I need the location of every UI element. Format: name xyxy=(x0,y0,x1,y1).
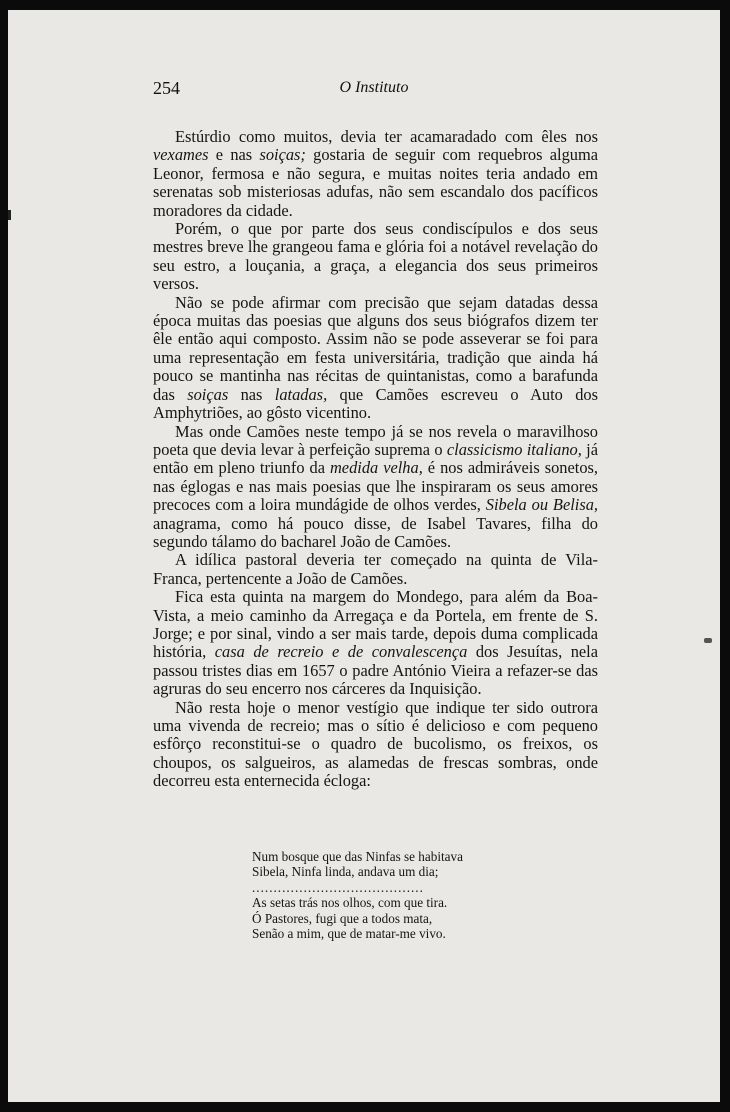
text-run: e nas xyxy=(208,145,260,165)
paragraph xyxy=(153,294,598,423)
text-run: Fica esta quinta na margem do Mondego, para além da Boa-Vista, a meio caminho da Arregaça e da Portela, em frente de S. Jorge; e por sinal, vindo a ser mais tarde, depois duma complicada história, xyxy=(153,587,598,662)
italic-run: Sibela ou Belisa, xyxy=(485,495,598,515)
paragraph xyxy=(153,551,598,588)
paragraph xyxy=(153,588,598,698)
italic-run: latadas, xyxy=(274,384,328,404)
scan-mark xyxy=(704,638,712,643)
text-run: Estúrdio como muitos, devia ter acamaradado com êles nos xyxy=(175,127,598,146)
scan-mark xyxy=(8,210,11,220)
book-page xyxy=(8,10,720,1102)
text-run: gostaria de seguir com requebros alguma Leonor, fermosa e não segura, e muitas noites teria andado em serenatas sob misteriosas adufas, não sem escandalo dos pacíficos moradores da cidade. xyxy=(153,145,598,220)
page-header xyxy=(153,78,595,102)
text-run: já então em pleno triunfo da xyxy=(153,439,598,478)
text-run: nas xyxy=(228,384,275,404)
paragraph xyxy=(153,423,598,552)
italic-run: vexames xyxy=(153,145,209,165)
verse-line: Sibela, Ninfa linda, andava um dia; xyxy=(252,864,439,880)
text-run: Porém, o que por parte dos seus condiscípulos e dos seus mestres breve lhe grangeou fama e glória foi a notável revelação do seu estro, a louçania, a graça, a elegancia dos seus primeiros versos. xyxy=(153,219,598,294)
page-number: 254 xyxy=(153,78,180,98)
text-run: é nos admiráveis sonetos, nas églogas e nas mais poesias que lhe inspiraram os seus amores precoces com a loira mundágide de olhos verdes, xyxy=(153,458,598,515)
verse-quotation xyxy=(252,849,532,941)
verse-ellipsis: ........................................ xyxy=(252,879,424,895)
italic-run: soiças xyxy=(187,384,229,404)
paragraph xyxy=(153,128,598,220)
text-run: dos Jesuítas, nela passou tristes dias em 1657 o padre António Vieira a refazer-se das agruras do seu encerro nos cárceres da Inquisição. xyxy=(153,642,598,699)
text-run: Não se pode afirmar com precisão que sejam datadas dessa época muitas das poesias que alguns dos seus biógrafos dizem ter êle então aqui composto. Assim não se pode asseverar se foi para uma representação em festa universitária, tradição que ainda há pouco se mantinha nas récitas de quintanistas, como a barafunda das xyxy=(153,292,598,404)
italic-run: soiças; xyxy=(259,145,306,165)
paragraph xyxy=(153,220,598,294)
italic-run: medida velha, xyxy=(329,458,423,478)
paragraph xyxy=(153,699,598,791)
running-title: O Instituto xyxy=(339,79,409,96)
italic-run: casa de recreio e de convalescença xyxy=(214,642,468,662)
text-run: que Camões escreveu o Auto dos Amphytriões, ao gôsto vicentino. xyxy=(153,384,599,423)
verse-line: Num bosque que das Ninfas se habitava xyxy=(252,849,463,864)
italic-run: classicismo italiano, xyxy=(446,439,582,459)
text-run: anagrama, como há pouco disse, de Isabel Tavares, filha do segundo tálamo do bacharel João de Camões. xyxy=(153,513,598,551)
text-run: Não resta hoje o menor vestígio que indique ter sido outrora uma vivenda de recreio; mas o sítio é delicioso e com pequeno esfôrço reconstitui-se o quadro de bucolismo, os freixos, os choupos, os salgueiros, as alamedas de frescas sombras, onde decorreu esta enternecida écloga: xyxy=(153,697,598,791)
text-run: Mas onde Camões neste tempo já se nos revela o maravilhoso poeta que devia levar à perfeição suprema o xyxy=(153,421,598,459)
body-text xyxy=(153,128,598,791)
verse-line: As setas trás nos olhos, com que tira. xyxy=(252,895,448,911)
verse-line: Senão a mim, que de matar-me vivo. xyxy=(252,926,446,942)
verse-line: Ó Pastores, fugi que a todos mata, xyxy=(252,910,433,926)
text-run: A idílica pastoral deveria ter começado na quinta de Vila-Franca, pertencente a João de Camões. xyxy=(153,550,598,588)
